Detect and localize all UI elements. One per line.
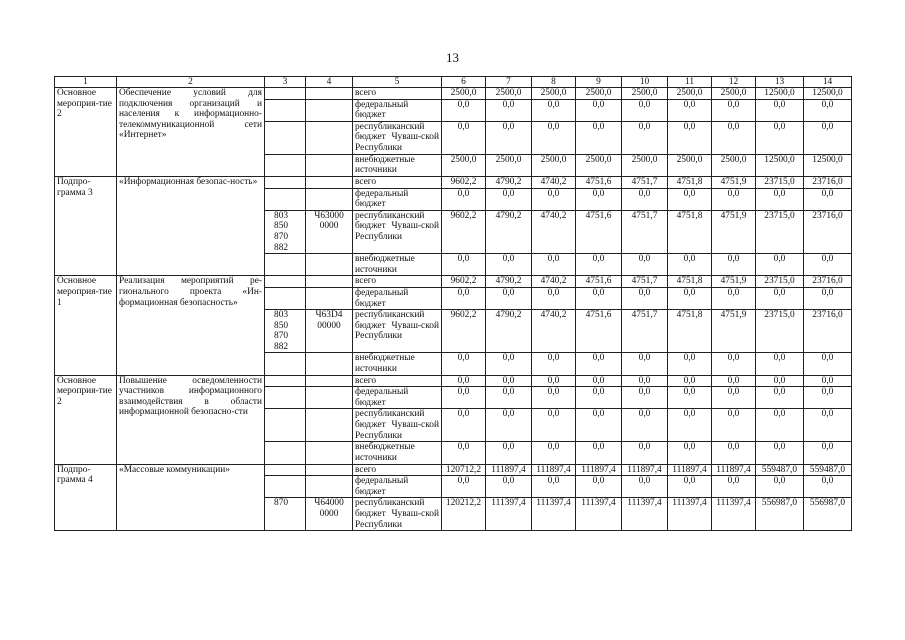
item-type-cell: Подпро-грамма 3 [55,176,117,275]
target-article-cell [306,409,353,442]
amount-cell: 0,0 [576,99,622,121]
amount-cell: 111897,4 [622,464,668,476]
amount-cell: 0,0 [486,121,532,154]
budget-code-cell [265,409,306,442]
amount-cell: 0,0 [576,442,622,464]
item-name-cell: «Информационная безопас-ность» [117,176,265,275]
amount-cell: 111397,4 [712,498,756,531]
funding-source-cell: всего [353,464,442,476]
amount-cell: 4740,2 [532,310,576,353]
column-number: 3 [265,77,306,88]
amount-cell: 4751,9 [712,210,756,253]
amount-cell: 0,0 [486,188,532,210]
amount-cell: 4790,2 [486,210,532,253]
amount-cell: 2500,0 [442,88,486,100]
amount-cell: 4790,2 [486,176,532,188]
amount-cell: 2500,0 [622,154,668,176]
column-number: 14 [804,77,852,88]
target-article-cell: Ч63000 0000 [306,210,353,253]
amount-cell: 0,0 [532,387,576,409]
amount-cell: 0,0 [576,387,622,409]
amount-cell: 111897,4 [712,464,756,476]
amount-cell: 0,0 [756,353,804,375]
column-number-row [55,77,852,88]
item-type-cell: Основное мероприя-тие 1 [55,276,117,375]
amount-cell: 9602,2 [442,276,486,288]
amount-cell: 4751,6 [576,210,622,253]
budget-code-cell [265,387,306,409]
amount-cell: 2500,0 [532,88,576,100]
amount-cell: 0,0 [804,353,852,375]
funding-source-cell: республиканский бюджет Чуваш-ской Республики [353,409,442,442]
funding-source-cell: федеральный бюджет [353,287,442,309]
amount-cell: 0,0 [712,287,756,309]
amount-cell: 12500,0 [804,154,852,176]
amount-cell: 0,0 [442,99,486,121]
target-article-cell [306,387,353,409]
amount-cell: 4740,2 [532,276,576,288]
column-number: 9 [576,77,622,88]
funding-source-cell: всего [353,176,442,188]
amount-cell: 0,0 [712,99,756,121]
amount-cell: 0,0 [668,188,712,210]
amount-cell: 0,0 [576,254,622,276]
amount-cell: 0,0 [576,476,622,498]
amount-cell: 0,0 [804,121,852,154]
amount-cell: 0,0 [622,375,668,387]
table-row [55,88,852,100]
funding-source-cell: всего [353,375,442,387]
budget-code-cell [265,442,306,464]
amount-cell: 0,0 [442,188,486,210]
amount-cell: 2500,0 [576,154,622,176]
amount-cell: 0,0 [668,353,712,375]
target-article-cell [306,88,353,100]
target-article-cell: Ч63D4 00000 [306,310,353,353]
amount-cell: 0,0 [576,121,622,154]
amount-cell: 111397,4 [668,498,712,531]
amount-cell: 9602,2 [442,310,486,353]
amount-cell: 23716,0 [804,210,852,253]
amount-cell: 4751,8 [668,276,712,288]
amount-cell: 120212,2 [442,498,486,531]
funding-source-cell: внебюджетные источники [353,442,442,464]
target-article-cell [306,353,353,375]
funding-source-cell: всего [353,276,442,288]
amount-cell: 559487,0 [804,464,852,476]
amount-cell: 0,0 [712,375,756,387]
amount-cell: 4740,2 [532,210,576,253]
column-number: 12 [712,77,756,88]
budget-table [54,76,852,531]
amount-cell: 2500,0 [442,154,486,176]
funding-source-cell: внебюджетные источники [353,353,442,375]
amount-cell: 0,0 [622,287,668,309]
amount-cell: 0,0 [668,476,712,498]
amount-cell: 0,0 [712,188,756,210]
amount-cell: 4751,6 [576,176,622,188]
amount-cell: 9602,2 [442,176,486,188]
column-number: 10 [622,77,668,88]
item-name-cell: Реализация мероприятий ре-гионального проекта «Ин-формационная безопасность» [117,276,265,375]
amount-cell: 4751,7 [622,210,668,253]
amount-cell: 0,0 [756,375,804,387]
amount-cell: 0,0 [756,387,804,409]
budget-code-cell [265,353,306,375]
amount-cell: 4751,6 [576,310,622,353]
amount-cell: 0,0 [712,121,756,154]
amount-cell: 111397,4 [486,498,532,531]
amount-cell: 556987,0 [804,498,852,531]
amount-cell: 0,0 [622,121,668,154]
target-article-cell [306,154,353,176]
amount-cell: 120712,2 [442,464,486,476]
amount-cell: 0,0 [486,409,532,442]
target-article-cell [306,99,353,121]
amount-cell: 2500,0 [622,88,668,100]
amount-cell: 2500,0 [486,154,532,176]
amount-cell: 4751,9 [712,276,756,288]
funding-source-cell: федеральный бюджет [353,387,442,409]
amount-cell: 0,0 [712,353,756,375]
amount-cell: 0,0 [668,99,712,121]
amount-cell: 0,0 [442,121,486,154]
target-article-cell [306,375,353,387]
amount-cell: 0,0 [622,188,668,210]
amount-cell: 0,0 [804,409,852,442]
amount-cell: 0,0 [668,387,712,409]
budget-code-cell [265,88,306,100]
amount-cell: 0,0 [804,387,852,409]
amount-cell: 0,0 [622,387,668,409]
amount-cell: 2500,0 [712,88,756,100]
amount-cell: 0,0 [756,287,804,309]
amount-cell: 0,0 [442,442,486,464]
amount-cell: 111897,4 [576,464,622,476]
amount-cell: 559487,0 [756,464,804,476]
target-article-cell [306,176,353,188]
funding-source-cell: внебюджетные источники [353,154,442,176]
amount-cell: 0,0 [576,375,622,387]
amount-cell: 0,0 [532,476,576,498]
amount-cell: 0,0 [756,99,804,121]
funding-source-cell: республиканский бюджет Чуваш-ской Республики [353,210,442,253]
budget-code-cell: 803 850 870 882 [265,310,306,353]
target-article-cell [306,464,353,476]
amount-cell: 4751,9 [712,176,756,188]
target-article-cell [306,188,353,210]
target-article-cell: Ч64000 0000 [306,498,353,531]
amount-cell: 23715,0 [756,210,804,253]
budget-code-cell [265,188,306,210]
amount-cell: 111397,4 [576,498,622,531]
amount-cell: 556987,0 [756,498,804,531]
budget-code-cell [265,375,306,387]
amount-cell: 23715,0 [756,276,804,288]
funding-source-cell: федеральный бюджет [353,99,442,121]
amount-cell: 2500,0 [668,154,712,176]
item-type-cell: Основное мероприя-тие 2 [55,375,117,464]
target-article-cell [306,276,353,288]
amount-cell: 0,0 [442,387,486,409]
amount-cell: 4751,7 [622,310,668,353]
amount-cell: 0,0 [576,353,622,375]
amount-cell: 0,0 [712,476,756,498]
amount-cell: 0,0 [622,442,668,464]
amount-cell: 111397,4 [532,498,576,531]
amount-cell: 0,0 [486,99,532,121]
amount-cell: 0,0 [622,254,668,276]
table-row [55,464,852,476]
amount-cell: 0,0 [442,375,486,387]
table-body [55,77,852,531]
amount-cell: 4790,2 [486,276,532,288]
amount-cell: 0,0 [442,254,486,276]
amount-cell: 12500,0 [756,88,804,100]
amount-cell: 4751,7 [622,176,668,188]
amount-cell: 23716,0 [804,310,852,353]
amount-cell: 0,0 [712,387,756,409]
amount-cell: 111397,4 [622,498,668,531]
amount-cell: 9602,2 [442,210,486,253]
amount-cell: 0,0 [442,409,486,442]
amount-cell: 0,0 [712,409,756,442]
amount-cell: 0,0 [622,409,668,442]
amount-cell: 0,0 [804,188,852,210]
amount-cell: 23715,0 [756,176,804,188]
amount-cell: 4740,2 [532,176,576,188]
amount-cell: 0,0 [756,409,804,442]
amount-cell: 4790,2 [486,310,532,353]
funding-source-cell: внебюджетные источники [353,254,442,276]
target-article-cell [306,287,353,309]
budget-code-cell [265,154,306,176]
column-number: 6 [442,77,486,88]
amount-cell: 4751,9 [712,310,756,353]
amount-cell: 0,0 [668,121,712,154]
table-row [55,276,852,288]
amount-cell: 0,0 [486,387,532,409]
amount-cell: 0,0 [486,254,532,276]
budget-code-cell [265,99,306,121]
amount-cell: 0,0 [668,287,712,309]
amount-cell: 4751,6 [576,276,622,288]
funding-source-cell: республиканский бюджет Чуваш-ской Республики [353,310,442,353]
amount-cell: 0,0 [804,375,852,387]
amount-cell: 0,0 [622,99,668,121]
amount-cell: 2500,0 [668,88,712,100]
amount-cell: 0,0 [486,476,532,498]
budget-code-cell [265,287,306,309]
amount-cell: 0,0 [668,254,712,276]
amount-cell: 0,0 [668,409,712,442]
amount-cell: 0,0 [622,353,668,375]
amount-cell: 0,0 [486,287,532,309]
amount-cell: 0,0 [532,442,576,464]
amount-cell: 0,0 [532,375,576,387]
funding-source-cell: всего [353,88,442,100]
budget-code-cell [265,176,306,188]
column-number: 8 [532,77,576,88]
amount-cell: 0,0 [576,287,622,309]
amount-cell: 12500,0 [804,88,852,100]
funding-source-cell: федеральный бюджет [353,188,442,210]
amount-cell: 0,0 [756,188,804,210]
column-number: 13 [756,77,804,88]
amount-cell: 0,0 [804,254,852,276]
item-name-cell: «Массовые коммуникации» [117,464,265,531]
item-name-cell: Обеспечение условий для подключения организаций и населения к информационно-телекоммуникационной сети «Интернет» [117,88,265,177]
amount-cell: 4751,8 [668,310,712,353]
amount-cell: 2500,0 [712,154,756,176]
budget-code-cell [265,276,306,288]
amount-cell: 0,0 [668,375,712,387]
amount-cell: 0,0 [756,254,804,276]
amount-cell: 0,0 [804,287,852,309]
amount-cell: 111897,4 [532,464,576,476]
item-name-cell: Повышение осведомленности участников информационного взаимодействия в области информационной безопасно-сти [117,375,265,464]
amount-cell: 0,0 [532,254,576,276]
budget-code-cell [265,476,306,498]
amount-cell: 0,0 [756,121,804,154]
amount-cell: 0,0 [532,99,576,121]
amount-cell: 0,0 [804,99,852,121]
amount-cell: 0,0 [442,353,486,375]
budget-code-cell [265,464,306,476]
amount-cell: 0,0 [532,287,576,309]
amount-cell: 0,0 [756,476,804,498]
amount-cell: 0,0 [532,409,576,442]
amount-cell: 0,0 [576,409,622,442]
amount-cell: 0,0 [532,188,576,210]
column-number: 2 [117,77,265,88]
amount-cell: 0,0 [804,442,852,464]
amount-cell: 0,0 [712,254,756,276]
funding-source-cell: федеральный бюджет [353,476,442,498]
target-article-cell [306,254,353,276]
column-number: 7 [486,77,532,88]
funding-source-cell: республиканский бюджет Чуваш-ской Республики [353,121,442,154]
column-number: 1 [55,77,117,88]
target-article-cell [306,121,353,154]
target-article-cell [306,476,353,498]
budget-code-cell [265,121,306,154]
amount-cell: 111897,4 [486,464,532,476]
amount-cell: 0,0 [532,121,576,154]
amount-cell: 2500,0 [486,88,532,100]
column-number: 5 [353,77,442,88]
amount-cell: 0,0 [486,353,532,375]
amount-cell: 0,0 [486,375,532,387]
amount-cell: 0,0 [486,442,532,464]
amount-cell: 12500,0 [756,154,804,176]
amount-cell: 4751,8 [668,176,712,188]
amount-cell: 0,0 [622,476,668,498]
amount-cell: 23716,0 [804,176,852,188]
amount-cell: 111897,4 [668,464,712,476]
amount-cell: 2500,0 [532,154,576,176]
amount-cell: 23715,0 [756,310,804,353]
amount-cell: 0,0 [532,353,576,375]
budget-code-cell: 803 850 870 882 [265,210,306,253]
amount-cell: 2500,0 [576,88,622,100]
amount-cell: 0,0 [668,442,712,464]
budget-code-cell [265,254,306,276]
item-type-cell: Подпро-грамма 4 [55,464,117,531]
table-row [55,176,852,188]
target-article-cell [306,442,353,464]
amount-cell: 23716,0 [804,276,852,288]
funding-source-cell: республиканский бюджет Чуваш-ской Республики [353,498,442,531]
table-row [55,375,852,387]
budget-code-cell: 870 [265,498,306,531]
amount-cell: 0,0 [804,476,852,498]
column-number: 11 [668,77,712,88]
page-number: 13 [446,50,459,65]
item-type-cell: Основное мероприя-тие 2 [55,88,117,177]
amount-cell: 0,0 [442,287,486,309]
amount-cell: 4751,8 [668,210,712,253]
amount-cell: 4751,7 [622,276,668,288]
amount-cell: 0,0 [712,442,756,464]
amount-cell: 0,0 [756,442,804,464]
amount-cell: 0,0 [442,476,486,498]
column-number: 4 [306,77,353,88]
amount-cell: 0,0 [576,188,622,210]
